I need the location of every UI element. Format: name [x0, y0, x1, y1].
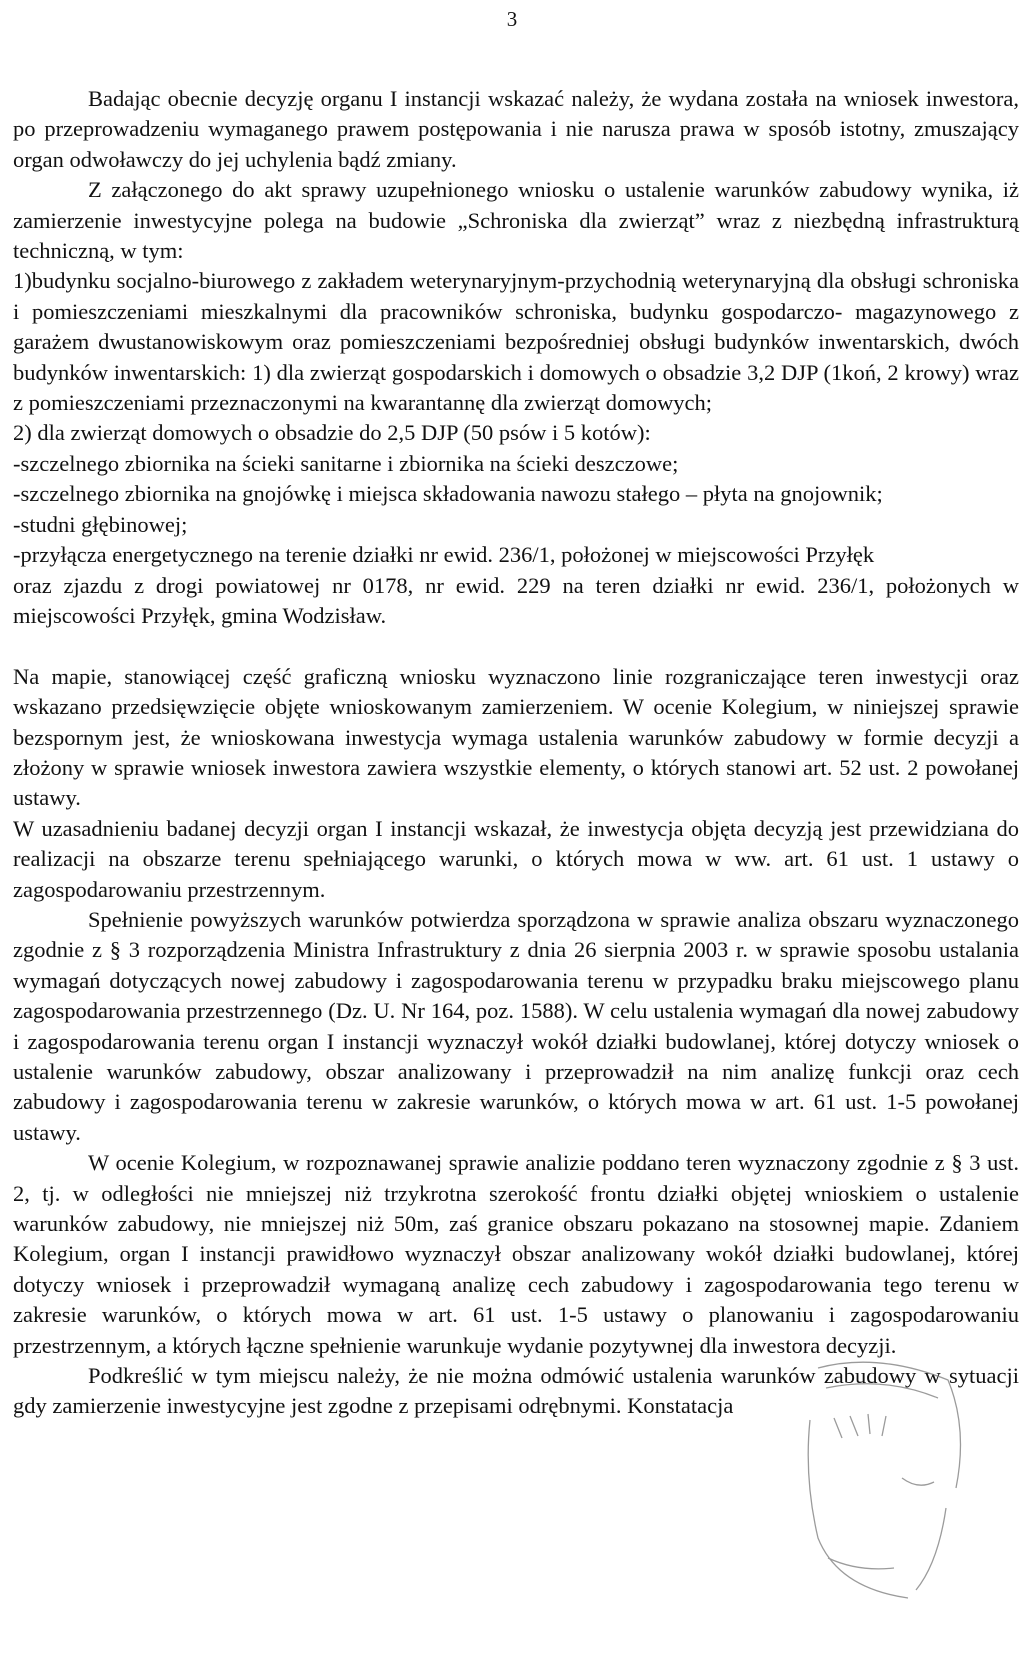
paragraph-11: W uzasadnieniu badanej decyzji organ I instancji wskazał, że inwestycja objęta decyzją jest przewidziana do realizacji na obszarze terenu spełniającego warunki, o których mowa w ww. art. 61 ust. 1 ustawy o zagospodarowaniu przestrzennym.: [13, 815, 1019, 902]
paragraph-7: -studni głębinowej;: [13, 511, 188, 537]
paragraph-9: oraz zjazdu z drogi powiatowej nr 0178, nr ewid. 229 na teren działki nr ewid. 236/1, położonych w miejscowości Przyłęk, gmina Wodzisław.: [13, 572, 1019, 628]
page-number: 3: [506, 7, 518, 31]
paragraph-4: 2) dla zwierząt domowych o obsadzie do 2,5 DJP (50 psów i 5 kotów):: [13, 420, 651, 446]
paragraph-14: Podkreślić w tym miejscu należy, że nie można odmówić ustalenia warunków zabudowy w sytuacji gdy zamierzenie inwestycyjne jest zgodne z przepisami odrębnymi. Konstatacja: [13, 1363, 1019, 1419]
paragraph-5: -szczelnego zbiornika na ścieki sanitarne i zbiornika na ścieki deszczowe;: [13, 450, 679, 476]
paragraph-6: -szczelnego zbiornika na gnojówkę i miejsca składowania nawozu stałego – płyta na gnojownik;: [13, 481, 883, 507]
paragraph-10: Na mapie, stanowiącej część graficzną wniosku wyznaczono linie rozgraniczające teren inwestycji oraz wskazano przedsięwzięcie objęte wnioskowanym zamierzeniem. W ocenie Kolegium, w niniejszej sprawie bezspornym jest, że wnioskowana inwestycja wymaga ustalenia warunków zabudowy w formie decyzji a złożony w sprawie wniosek inwestora zawiera wszystkie elementy, o których stanowi art. 52 ust. 2 powołanej ustawy.: [13, 663, 1019, 811]
paragraph-13: W ocenie Kolegium, w rozpoznawanej sprawie analizie poddano teren wyznaczony zgodnie z § 3 ust. 2, tj. w odległości nie mniejszej niż trzykrotna szerokość frontu działki objętej wnioskiem o ustalenie warunków zabudowy, nie mniejszej niż 50m, zaś granice obszaru pokazano na stosownej mapie. Zdaniem Kolegium, organ I instancji prawidłowo wyznaczył obszar analizowany wokół działki budowlanej, której dotyczy wniosek i przeprowadził wymaganą analizę cech zabudowy i zagospodarowania tego terenu w zakresie warunków, o których mowa w art. 61 ust. 1-5 ustawy o planowaniu i zagospodarowaniu przestrzennym, a których łączne spełnienie warunkuje wydanie pozytywnej dla inwestora decyzji.: [13, 1150, 1019, 1358]
document-body: [13, 84, 1019, 1422]
paragraph-1: Badając obecnie decyzję organu I instancji wskazać należy, że wydana została na wniosek inwestora, po przeprowadzeniu wymaganego prawem postępowania i nie narusza prawa w sposób istotny, zmuszający organ odwoławczy do jej uchylenia bądź zmiany.: [13, 86, 1019, 172]
paragraph-2: Z załączonego do akt sprawy uzupełnionego wniosku o ustalenie warunków zabudowy wynika, iż zamierzenie inwestycyjne polega na budowie „Schroniska dla zwierząt” wraz z niezbędną infrastrukturą techniczną, w tym:: [13, 177, 1019, 264]
paragraph-8: -przyłącza energetycznego na terenie działki nr ewid. 236/1, położonej w miejscowości Przyłęk: [13, 542, 875, 568]
paragraph-12: Spełnienie powyższych warunków potwierdza sporządzona w sprawie analiza obszaru wyznaczonego zgodnie z § 3 rozporządzenia Ministra Infrastruktury z dnia 26 sierpnia 2003 r. w sprawie sposobu ustalania wymagań dotyczących nowej zabudowy i zagospodarowania terenu w przypadku braku miejscowego planu zagospodarowania przestrzennego (Dz. U. Nr 164, poz. 1588). W celu ustalenia wymagań dla nowej zabudowy i zagospodarowania terenu organ I instancji wyznaczył wokół działki budowlanej, której dotyczy wniosek o ustalenie warunków zabudowy, obszar analizowany i przeprowadził na nim analizę funkcji oraz cech zabudowy i zagospodarowania terenu w zakresie warunków, o których mowa w art. 61 ust. 1-5 powołanej ustawy.: [13, 906, 1019, 1145]
paragraph-3: 1)budynku socjalno-biurowego z zakładem weterynaryjnym-przychodnią weterynaryjną dla obsługi schroniska i pomieszczeniami mieszkalnymi dla pracowników schroniska, budynku gospodarczo- magazynowego z garażem dwustanowiskowym oraz pomieszczeniami bezpośredniej obsługi budynków inwentarskich, dwóch budynków inwentarskich: 1) dla zwierząt gospodarskich i domowych o obsadzie 3,2 DJP (1koń, 2 krowy) wraz z pomieszczeniami przeznaczonymi na kwarantannę dla zwierząt domowych;: [13, 268, 1019, 416]
